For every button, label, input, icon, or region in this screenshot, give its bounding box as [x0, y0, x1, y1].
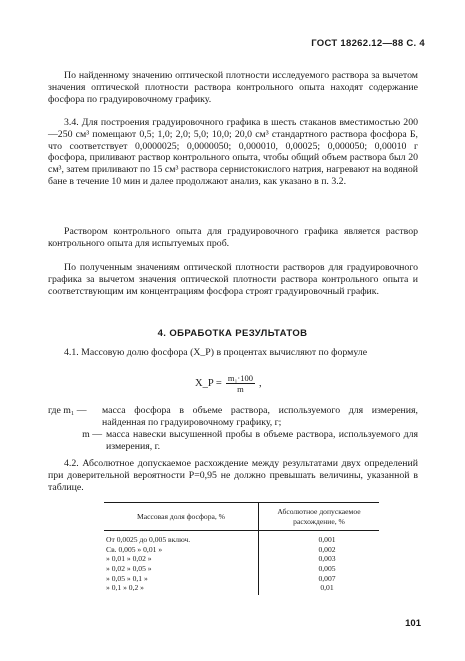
formula-tail: , — [259, 378, 262, 389]
table-cell-range: » 0,1 » 0,2 » — [104, 583, 259, 595]
paragraph-1-text: По найденному значению оптической плотности исследуемого раствора за вычетом значения оптической плотности раствора контрольного опыта находят содержание фосфора по градуировочному графику. — [48, 70, 418, 105]
table-row — [104, 583, 379, 595]
paragraph-5-text: 4.1. Массовую долю фосфора (X_P) в процентах вычисляют по формуле — [64, 347, 368, 358]
table-cell-range: От 0,0025 до 0,005 включ. — [104, 531, 259, 545]
table-cell-tolerance: 0,01 — [320, 583, 334, 593]
section-title: 4. ОБРАБОТКА РЕЗУЛЬТАТОВ — [157, 328, 308, 339]
page-number: 101 — [405, 618, 421, 629]
table-header-col2: Абсолютное допускаемое расхождение, % — [259, 503, 380, 531]
table-row — [104, 564, 379, 574]
table-cell-tolerance: 0,003 — [318, 554, 336, 564]
formula — [195, 373, 262, 394]
formula-numerator: m₁·100 — [227, 373, 253, 383]
running-header: ГОСТ 18262.12—88 С. 4 — [311, 38, 425, 49]
paragraph-2-text: 3.4. Для построения градуировочного графика в шесть стаканов вместимостью 200—250 см³ помещают 0,5; 1,0; 2,0; 5,0; 10,0; 20,0 см³ стандартного раствора фосфора Б, что соответствует 0,0000025; 0,0000050; 0,000010, 0,00025; 0,000050; 0,00010 г фосфора, приливают раствор контрольного опыта, чтобы общий объем раствора был 20 см³, затем приливают по 15 см³ раствора сернистокислого натрия, нагревают на водяной бане в течение 10 мин и далее продолжают анализ, как указано в п. 3.2. — [48, 117, 418, 187]
definition-m1 — [48, 405, 418, 429]
table-cell-tolerance: 0,001 — [318, 535, 336, 545]
paragraph-1 — [48, 70, 418, 105]
definition-m1-key: где m₁ — — [48, 405, 87, 416]
paragraph-4-text: По полученным значениям оптической плотности растворов для градуировочного графика за вычетом значения оптической плотности раствора контрольного опыта и соответствующим им концентрациям фосфора строят градуировочный график. — [48, 262, 418, 297]
definition-m — [48, 429, 418, 453]
definition-m-key: m — — [82, 429, 102, 440]
definition-m-value: масса навески высушенной пробы в объеме раствора, используемого для измерения, г. — [106, 429, 418, 452]
paragraph-7 — [48, 458, 418, 493]
paragraph-3 — [48, 226, 418, 250]
formula-lhs: X_P = — [195, 378, 222, 389]
table-cell-tolerance: 0,002 — [318, 544, 336, 554]
paragraph-4 — [48, 262, 418, 297]
paragraph-5 — [48, 347, 418, 359]
paragraph-2 — [48, 117, 418, 188]
definition-m1-value: масса фосфора в объеме раствора, используемого для измерения, найденная по градуировочному графику, г; — [102, 405, 418, 428]
table-header-row — [104, 503, 379, 531]
tolerance-table — [104, 502, 379, 595]
table-row — [104, 554, 379, 564]
table-row — [104, 574, 379, 584]
table-cell-range: » 0,05 » 0,1 » — [104, 574, 259, 584]
formula-fraction — [226, 373, 255, 394]
table-header-col1: Массовая доля фосфора, % — [104, 503, 259, 531]
table-cell-tolerance: 0,005 — [318, 563, 336, 573]
formula-denominator: m — [237, 384, 244, 394]
table-cell-range: » 0,02 » 0,05 » — [104, 564, 259, 574]
table-cell-tolerance: 0,007 — [318, 573, 336, 583]
table-cell-range: Св. 0,005 » 0,01 » — [104, 545, 259, 555]
table-row — [104, 531, 379, 545]
table-row — [104, 545, 379, 555]
table-cell-range: » 0,01 » 0,02 » — [104, 554, 259, 564]
paragraph-7-text: 4.2. Абсолютное допускаемое расхождение между результатами двух определений при доверительной вероятности P=0,95 не должно превышать величины, указанной в таблице. — [48, 458, 418, 493]
paragraph-3-text: Раствором контрольного опыта для градуировочного графика является раствор контрольного опыта для испытуемых проб. — [48, 226, 418, 249]
